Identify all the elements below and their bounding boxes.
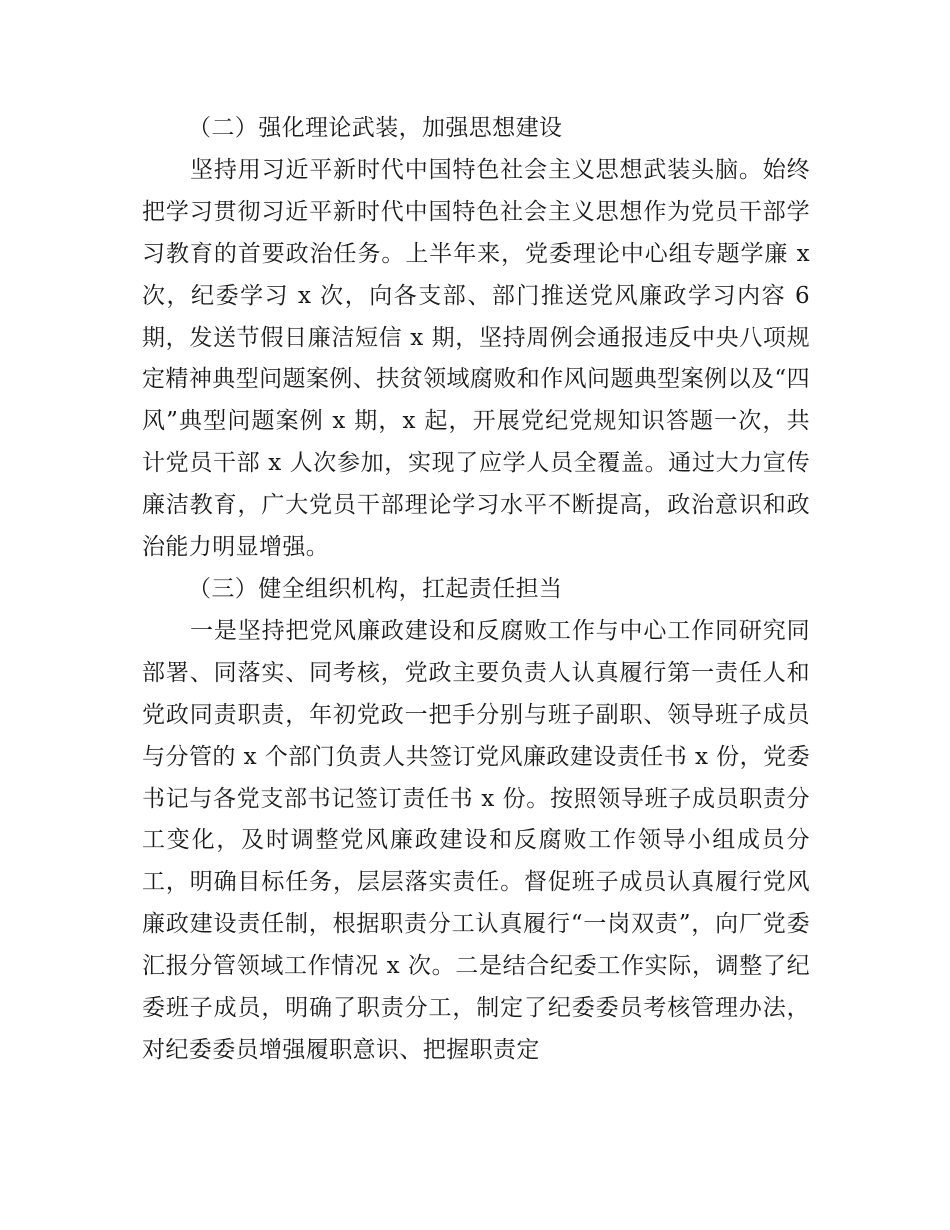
section-2-heading: （二）强化理论武装，加强思想建设 bbox=[188, 115, 563, 141]
section-3-paragraph: 一是坚持把党风廉政建设和反腐败工作与中心工作同研究同部署、同落实、同考核，党政主要负责人认真履行第一责任人和党政同责职责，年初党政一把手分别与班子副职、领导班子成员与分管的 x 个部门负责人共签订党风廉政建设责任书 x 份，党委书记与各党支部书记签订责任书 x 份。按照领导班子成员职责分工变化，及时调整党风廉政建设和反腐败工作领导小组成员分工，明确目标任务，层层落实责任。督促班子成员认真履行党风廉政建设责任制，根据职责分工认真履行“一岗双责”，向厂党委汇报分管领域工作情况 x 次。二是结合纪委工作实际，调整了纪委班子成员，明确了职责分工，制定了纪委委员考核管理办法，对纪委委员增强履职意识、把握职责定 bbox=[142, 617, 810, 1063]
section-3-heading: （三）健全组织机构，扛起责任担当 bbox=[188, 575, 563, 602]
document-page bbox=[142, 108, 810, 1072]
section-2-paragraph: 坚持用习近平新时代中国特色社会主义思想武装头脑。始终把学习贯彻习近平新时代中国特色社会主义思想作为党员干部学习教育的首要政治任务。上半年来，党委理论中心组专题学廉 x 次，纪委学习 x 次，向各支部、部门推送党风廉政学习内容 6 期，发送节假日廉洁短信 x 期，坚持周例会通报违反中央八项规定精神典型问题案例、扶贫领域腐败和作风问题典型案例以及“四风”典型问题案例 x 期，x 起，开展党纪党规知识答题一次，共计党员干部 x 人次参加，实现了应学人员全覆盖。通过大力宣传廉洁教育，广大党员干部理论学习水平不断提高，政治意识和政治能力明显增强。 bbox=[142, 156, 810, 561]
